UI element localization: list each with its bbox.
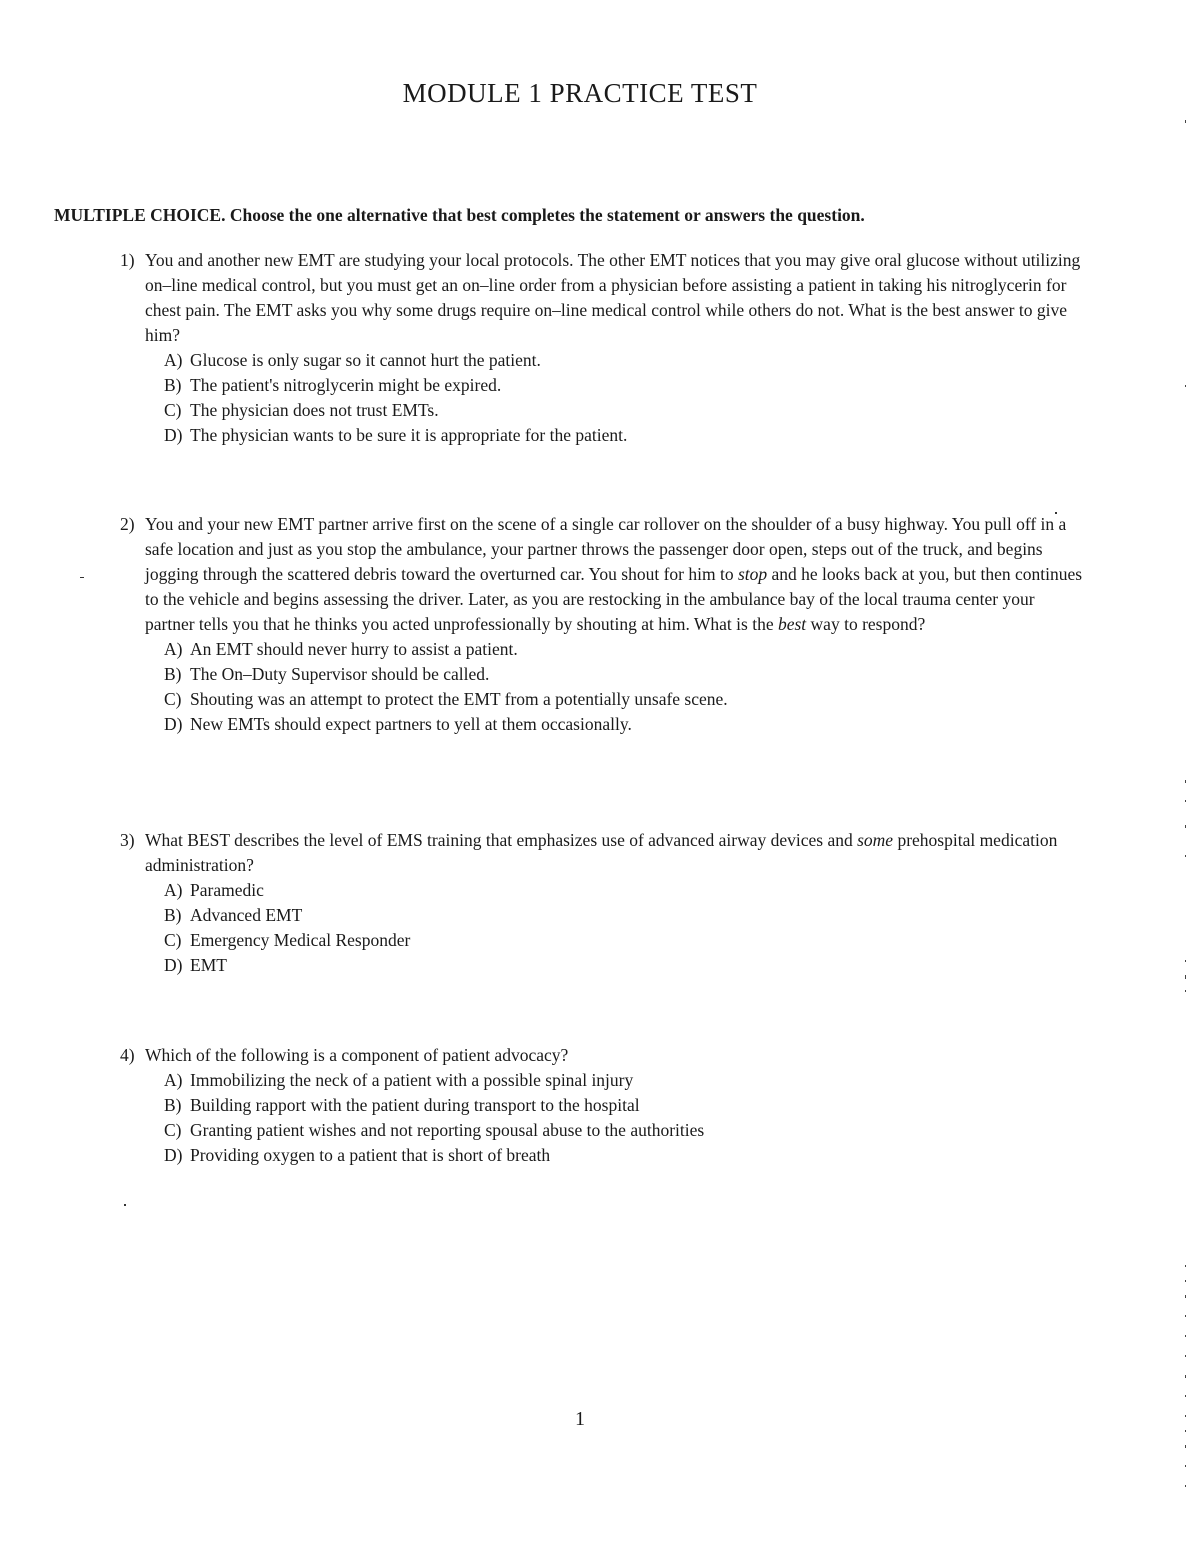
option-letter: B) <box>164 1095 182 1115</box>
option-d <box>120 423 1085 448</box>
scan-speck <box>124 1204 126 1206</box>
option-letter: D) <box>164 1145 183 1165</box>
option-b <box>120 903 1085 928</box>
question-stem-part-3: way to respond? <box>806 614 926 634</box>
scan-speck <box>1055 512 1057 514</box>
option-text: Shouting was an attempt to protect the EMT from a potentially unsafe scene. <box>190 689 728 709</box>
option-a <box>120 1068 1085 1093</box>
option-letter: C) <box>164 400 182 420</box>
option-text: Immobilizing the neck of a patient with a possible spinal injury <box>190 1070 634 1090</box>
question-stem-part-1: You and your new EMT partner arrive first on the scene of a single car rollover on the shoulder of a busy highway. You pull off in a safe location and just as you stop the ambulance, your partner throws the passenger door open, steps out of the truck, and begins jogging through the scattered debris toward the overturned car. You shout for him to <box>145 514 1067 584</box>
option-letter: A) <box>164 880 183 900</box>
option-letter: C) <box>164 1120 182 1140</box>
option-letter: C) <box>164 689 182 709</box>
option-text: Advanced EMT <box>190 905 303 925</box>
question-4-text <box>120 1043 1085 1068</box>
option-letter: B) <box>164 375 182 395</box>
option-text: Glucose is only sugar so it cannot hurt the patient. <box>190 350 541 370</box>
option-text: Emergency Medical Responder <box>190 930 411 950</box>
question-4-options <box>120 1068 1085 1168</box>
question-4 <box>120 1043 1085 1168</box>
option-d <box>120 712 1085 737</box>
option-letter: B) <box>164 664 182 684</box>
page-title: MODULE 1 PRACTICE TEST <box>402 78 758 108</box>
option-a <box>120 878 1085 903</box>
question-2-options <box>120 637 1085 737</box>
option-text: An EMT should never hurry to assist a patient. <box>190 639 518 659</box>
option-text: Providing oxygen to a patient that is short of breath <box>190 1145 551 1165</box>
option-letter: A) <box>164 350 183 370</box>
option-a <box>120 348 1085 373</box>
question-stem-part-2: prehospital medication administration? <box>145 830 1058 875</box>
option-c <box>120 928 1085 953</box>
scan-speck <box>80 577 84 578</box>
page-number: 1 <box>575 1408 585 1430</box>
question-stem-emphasis: stop <box>737 564 768 584</box>
option-text: EMT <box>190 955 227 975</box>
question-3 <box>120 828 1085 978</box>
option-text: Building rapport with the patient during transport to the hospital <box>190 1095 640 1115</box>
option-letter: D) <box>164 955 183 975</box>
option-text: The physician does not trust EMTs. <box>190 400 439 420</box>
option-letter: D) <box>164 714 183 734</box>
question-2-text <box>120 512 1085 637</box>
option-b <box>120 662 1085 687</box>
option-c <box>120 687 1085 712</box>
option-d <box>120 953 1085 978</box>
question-stem-emphasis: best <box>777 614 807 634</box>
option-letter: B) <box>164 905 182 925</box>
option-text: The On–Duty Supervisor should be called. <box>190 664 490 684</box>
option-text: The patient's nitroglycerin might be expired. <box>190 375 502 395</box>
option-b <box>120 373 1085 398</box>
option-letter: A) <box>164 1070 183 1090</box>
question-stem-emphasis: some <box>857 830 894 850</box>
question-stem: You and another new EMT are studying your local protocols. The other EMT notices that you may give oral glucose without utilizing on–line medical control, but you must get an on–line order from a physician before assisting a patient in taking his nitroglycerin for chest pain. The EMT asks you why some drugs require on–line medical control while others do not. What is the best answer to give him? <box>145 250 1081 345</box>
option-letter: A) <box>164 639 183 659</box>
question-3-text <box>120 828 1085 878</box>
question-stem-part-1: What BEST describes the level of EMS training that emphasizes use of advanced airway devices and <box>145 830 858 850</box>
question-stem: Which of the following is a component of patient advocacy? <box>145 1045 569 1065</box>
option-c <box>120 398 1085 423</box>
option-text: Paramedic <box>190 880 264 900</box>
option-letter: C) <box>164 930 182 950</box>
option-a <box>120 637 1085 662</box>
option-b <box>120 1093 1085 1118</box>
question-number: 2) <box>120 514 135 534</box>
question-1-options <box>120 348 1085 448</box>
scan-edge-marks <box>1184 100 1188 1540</box>
option-text: New EMTs should expect partners to yell at them occasionally. <box>190 714 632 734</box>
question-3-options <box>120 878 1085 978</box>
question-1 <box>120 248 1085 448</box>
question-number: 4) <box>120 1045 135 1065</box>
instructions-heading: MULTIPLE CHOICE. Choose the one alternative that best completes the statement or answers the question. <box>54 205 865 225</box>
question-stem-part-2: and he looks back at you, but then continues to the vehicle and begins assessing the driver. Later, as you are restocking in the ambulance bay of the local trauma center your partner tells you that he thinks you acted unprofessionally by shouting at him. What is the <box>145 564 1083 634</box>
option-letter: D) <box>164 425 183 445</box>
option-text: Granting patient wishes and not reporting spousal abuse to the authorities <box>190 1120 705 1140</box>
option-c <box>120 1118 1085 1143</box>
option-d <box>120 1143 1085 1168</box>
question-2 <box>120 512 1085 737</box>
question-1-text <box>120 248 1085 348</box>
question-number: 3) <box>120 830 135 850</box>
question-number: 1) <box>120 250 135 270</box>
option-text: The physician wants to be sure it is appropriate for the patient. <box>190 425 628 445</box>
